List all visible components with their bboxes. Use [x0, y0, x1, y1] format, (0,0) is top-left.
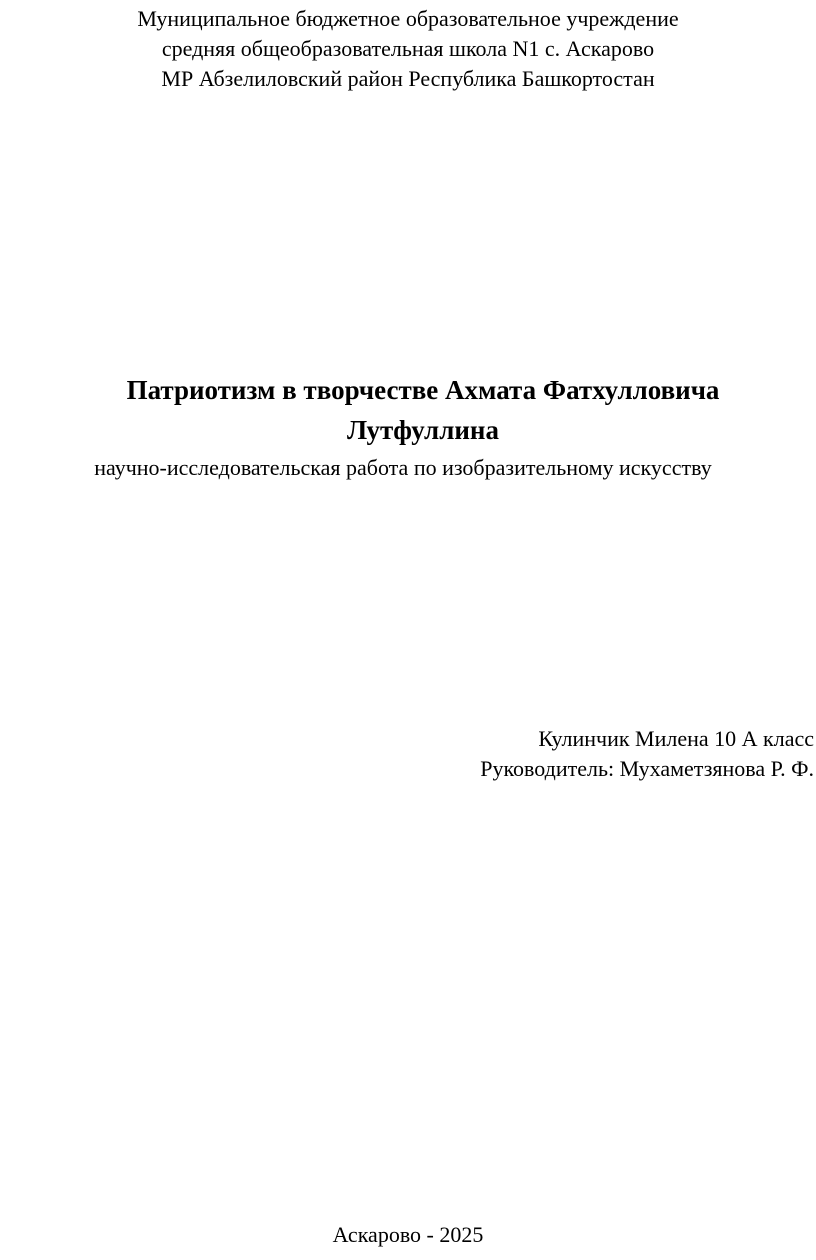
- school-header: [0, 4, 816, 94]
- school-header-line-3: МР Абзелиловский район Республика Башкортостан: [161, 66, 655, 91]
- student-name: Кулинчик Милена 10 А класс: [538, 726, 814, 751]
- school-header-line-1: Муниципальное бюджетное образовательное учреждение: [137, 6, 679, 31]
- authors-block: [480, 724, 814, 784]
- document-title-line-1: Патриотизм в творчестве Ахмата Фатхулловича: [126, 375, 720, 405]
- document-title: [0, 370, 816, 450]
- school-header-line-2: средняя общеобразовательная школа N1 с. Аскарово: [161, 36, 655, 61]
- place-year: Аскарово - 2025: [332, 1222, 484, 1247]
- document-subtitle: научно-исследовательская работа по изобразительному искусству: [94, 455, 712, 480]
- supervisor-name: Руководитель: Мухаметзянова Р. Ф.: [480, 756, 814, 781]
- document-title-line-2: Лутфуллина: [347, 415, 499, 445]
